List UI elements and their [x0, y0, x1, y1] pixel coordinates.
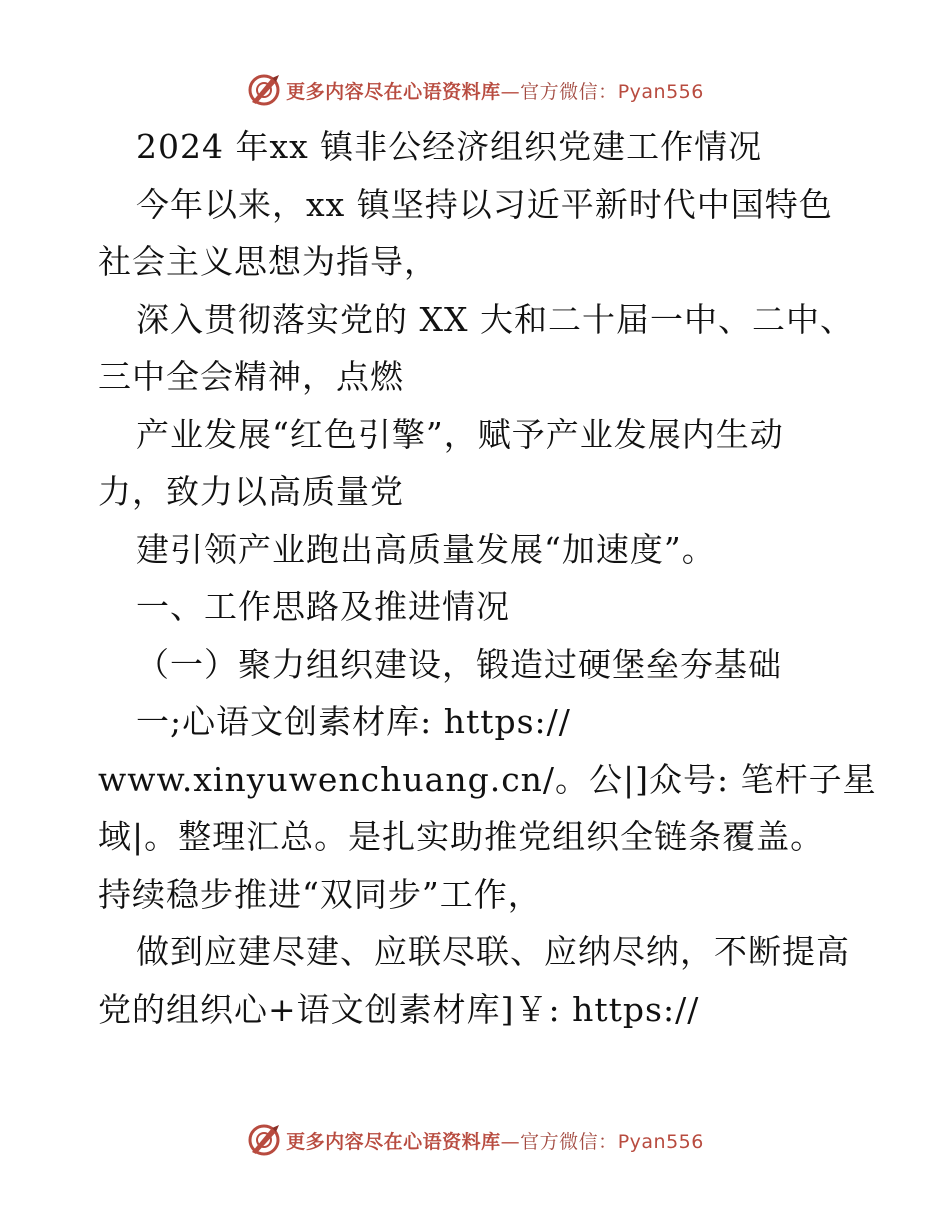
document-body	[98, 118, 898, 1038]
banner-text	[286, 77, 704, 104]
text-line: 一;心语文创素材库: https://	[136, 702, 571, 741]
text-line: 域|。整理汇总。是扎实助推党组织全链条覆盖。	[98, 817, 825, 856]
banner-dash: —	[500, 80, 521, 103]
text-line: 党的组织心+语文创素材库]￥: https://	[98, 989, 700, 1029]
text-line: 社会主义思想为指导，	[98, 242, 438, 281]
section-heading: 一、工作思路及推进情况	[136, 587, 510, 626]
banner-lead: 更多内容尽在心语资料库	[286, 80, 501, 103]
text-line: 今年以来，xx 镇坚持以习近平新时代中国特色	[136, 184, 833, 224]
banner-wechat-id: Pyan556	[617, 80, 704, 103]
text-line: 产业发展“红色引擎”，赋予产业发展内生动	[136, 414, 784, 454]
banner-tail: 官方微信：	[520, 1130, 618, 1153]
banner-wechat-id: Pyan556	[617, 1130, 704, 1153]
document-title: 2024 年xx 镇非公经济组织党建工作情况	[136, 127, 763, 166]
banner-text	[286, 1127, 704, 1154]
text-line: www.xinyuwenchuang.cn/。公|]众号: 笔杆子星	[98, 759, 877, 799]
text-line: 做到应建尽建、应联尽联、应纳尽纳，不断提高	[136, 932, 850, 971]
text-line: 三中全会精神，点燃	[98, 357, 404, 396]
text-line: 深入贯彻落实党的 XX 大和二十届一中、二中、	[136, 299, 854, 339]
text-line: 建引领产业跑出高质量发展“加速度”。	[136, 529, 716, 569]
banner-lead: 更多内容尽在心语资料库	[286, 1130, 501, 1153]
banner-dash: —	[500, 1130, 521, 1153]
text-line: 力，致力以高质量党	[98, 472, 404, 511]
quill-logo-icon	[246, 72, 282, 108]
banner-tail: 官方微信：	[520, 80, 618, 103]
quill-logo-icon	[246, 1122, 282, 1158]
header-banner	[0, 70, 950, 110]
text-line: 持续稳步推进“双同步”工作，	[98, 874, 542, 914]
subsection-heading: （一）聚力组织建设，锻造过硬堡垒夯基础	[136, 644, 782, 684]
footer-banner	[0, 1120, 950, 1160]
